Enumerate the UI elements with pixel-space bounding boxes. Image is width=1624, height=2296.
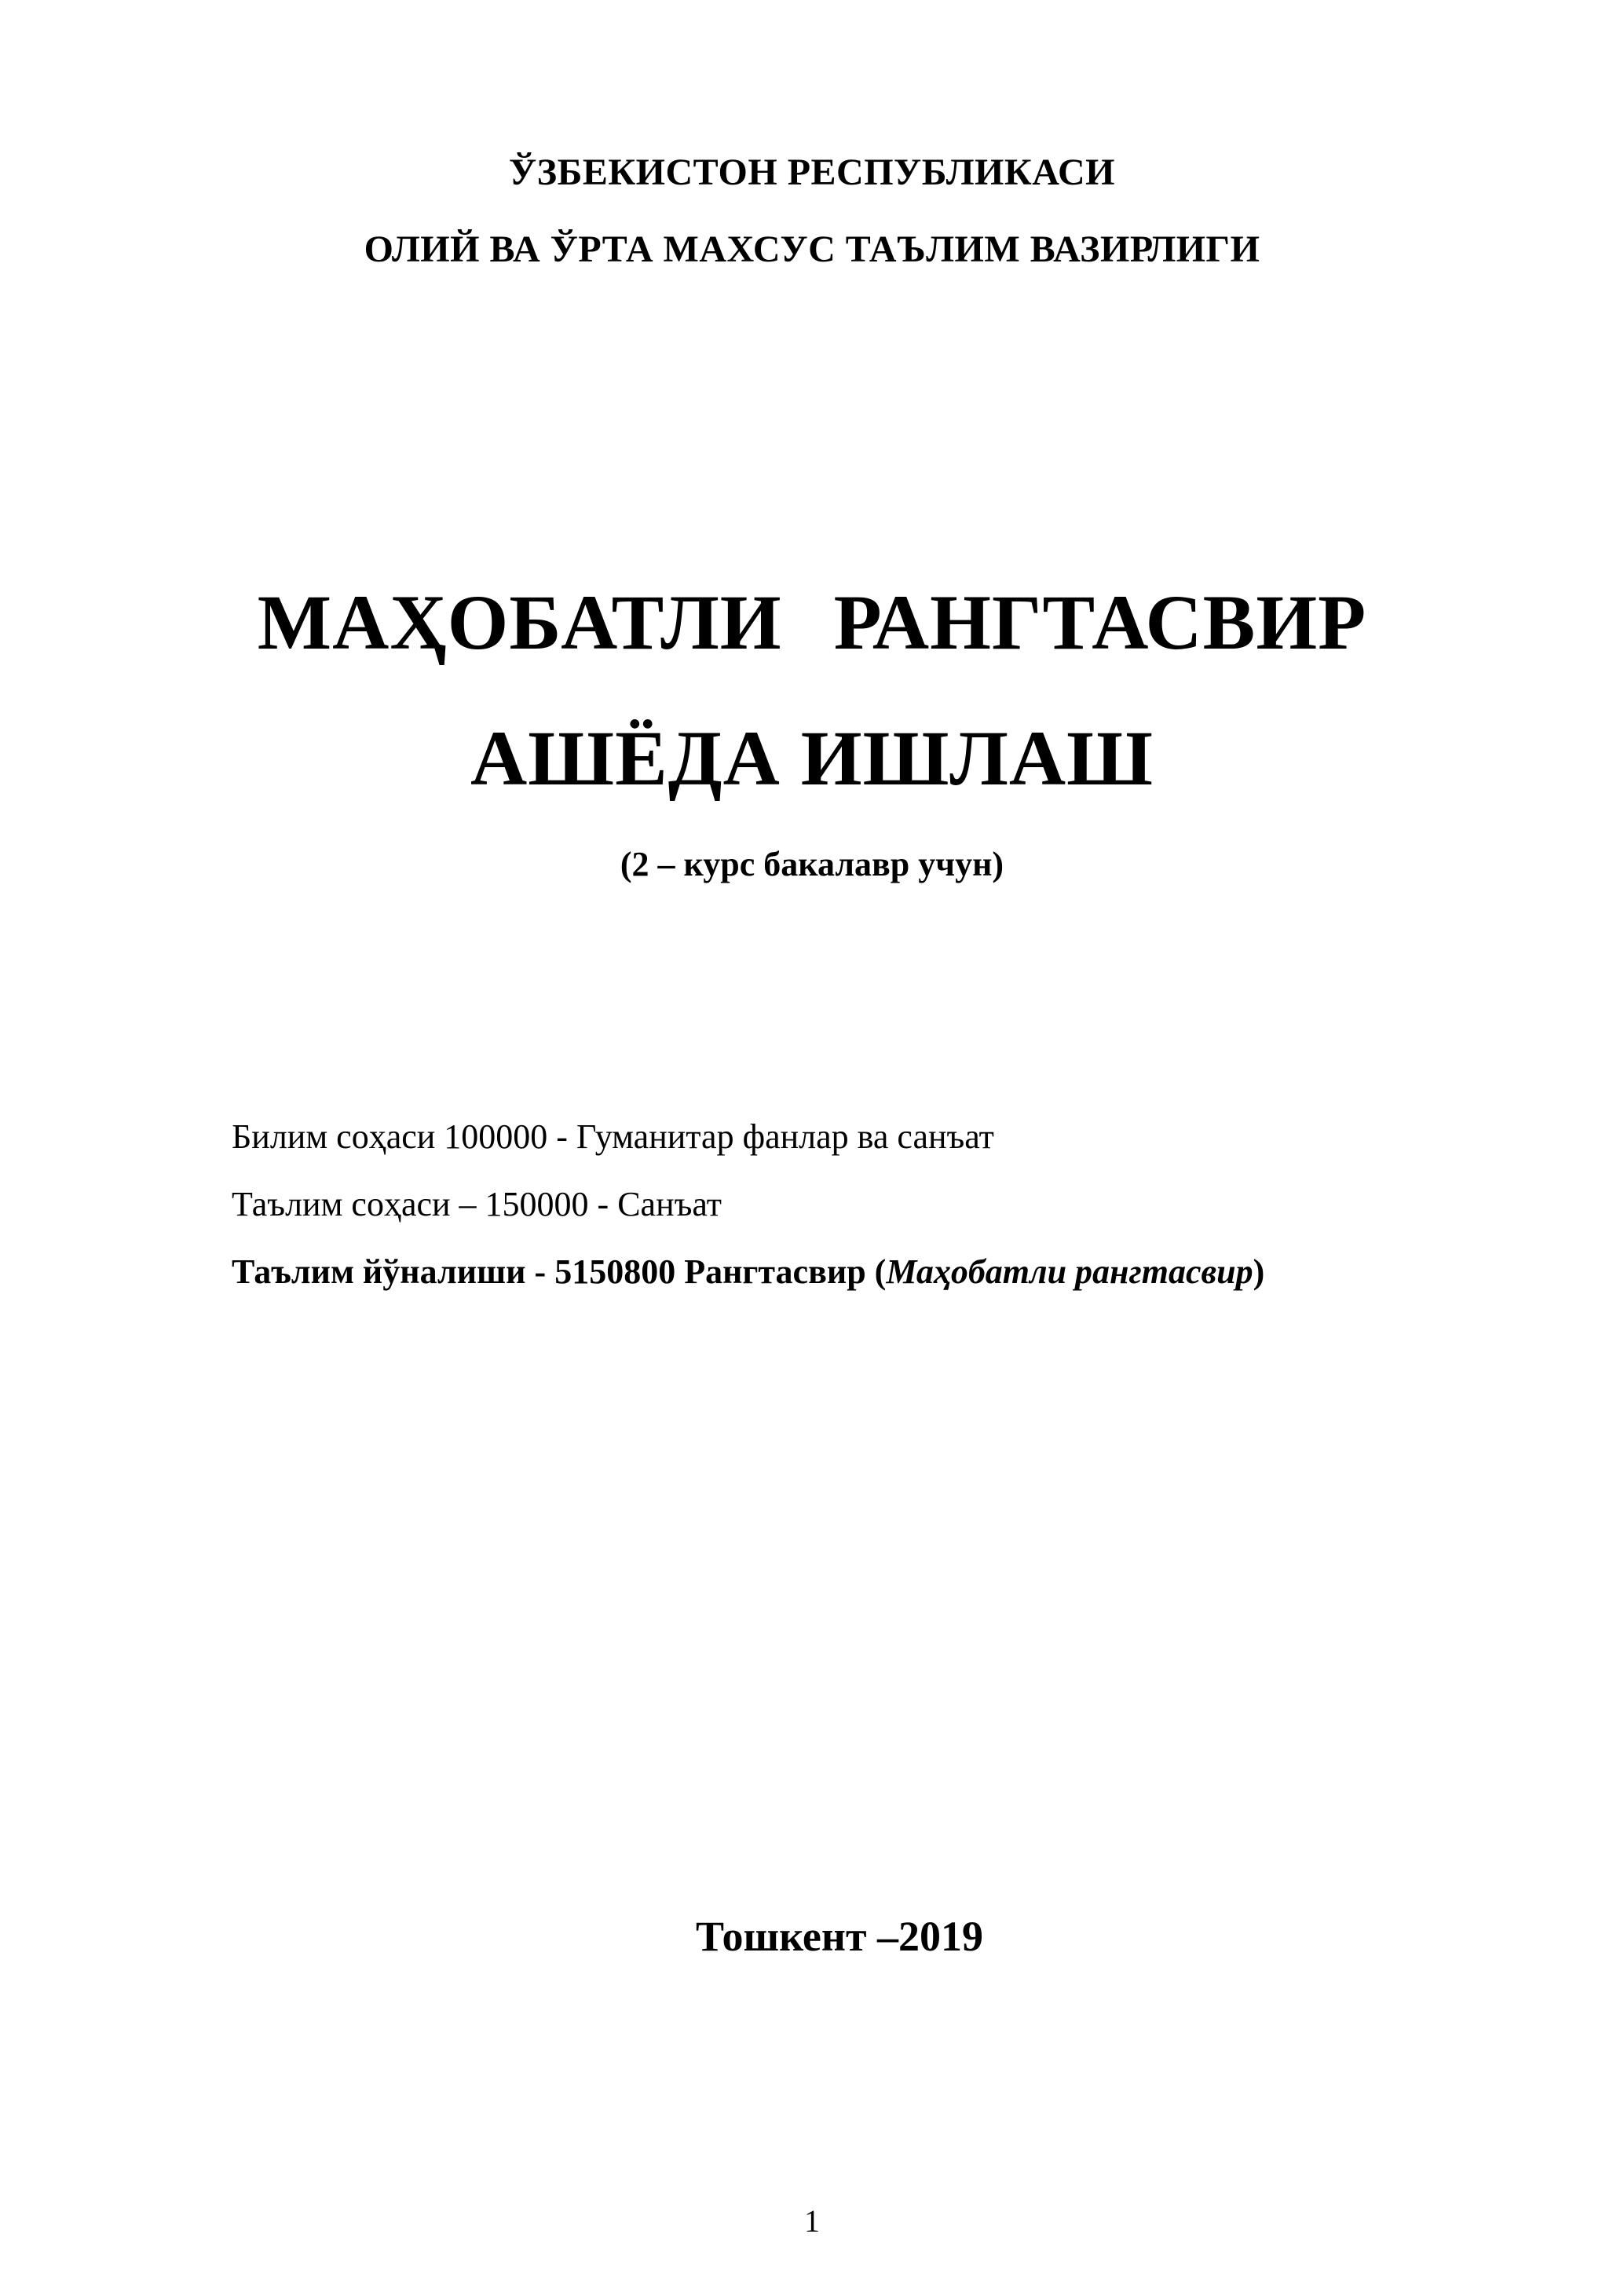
education-direction-line — [232, 1238, 1264, 1306]
document-title-line-2: АШЁДА ИШЛАШ — [470, 715, 1154, 802]
education-direction-specialization: Маҳобатли рангтасвир — [886, 1252, 1253, 1291]
education-direction-suffix: ) — [1253, 1252, 1265, 1291]
document-title-line-1: МАҲОБАТЛИ РАНГТАСВИР — [257, 579, 1367, 666]
ministry-header-line-2: ОЛИЙ ВА ЎРТА МАХСУС ТАЪЛИМ ВАЗИРЛИГИ — [364, 229, 1260, 270]
education-area-line: Таълим соҳаси – 150000 - Санъат — [232, 1185, 722, 1223]
page-number: 1 — [804, 2203, 820, 2239]
document-subtitle: (2 – курс бакалавр учун) — [620, 845, 1004, 883]
place-and-year: Тошкент –2019 — [695, 1913, 984, 1960]
knowledge-area-line: Билим соҳаси 100000 - Гуманитар фанлар ва санъат — [232, 1117, 994, 1156]
education-direction-prefix: Таълим йўналиши - 5150800 Рангтасвир ( — [232, 1252, 887, 1291]
program-info-block — [232, 1103, 1264, 1306]
ministry-header-line-1: ЎЗБЕКИСТОН РЕСПУБЛИКАСИ — [509, 152, 1115, 193]
